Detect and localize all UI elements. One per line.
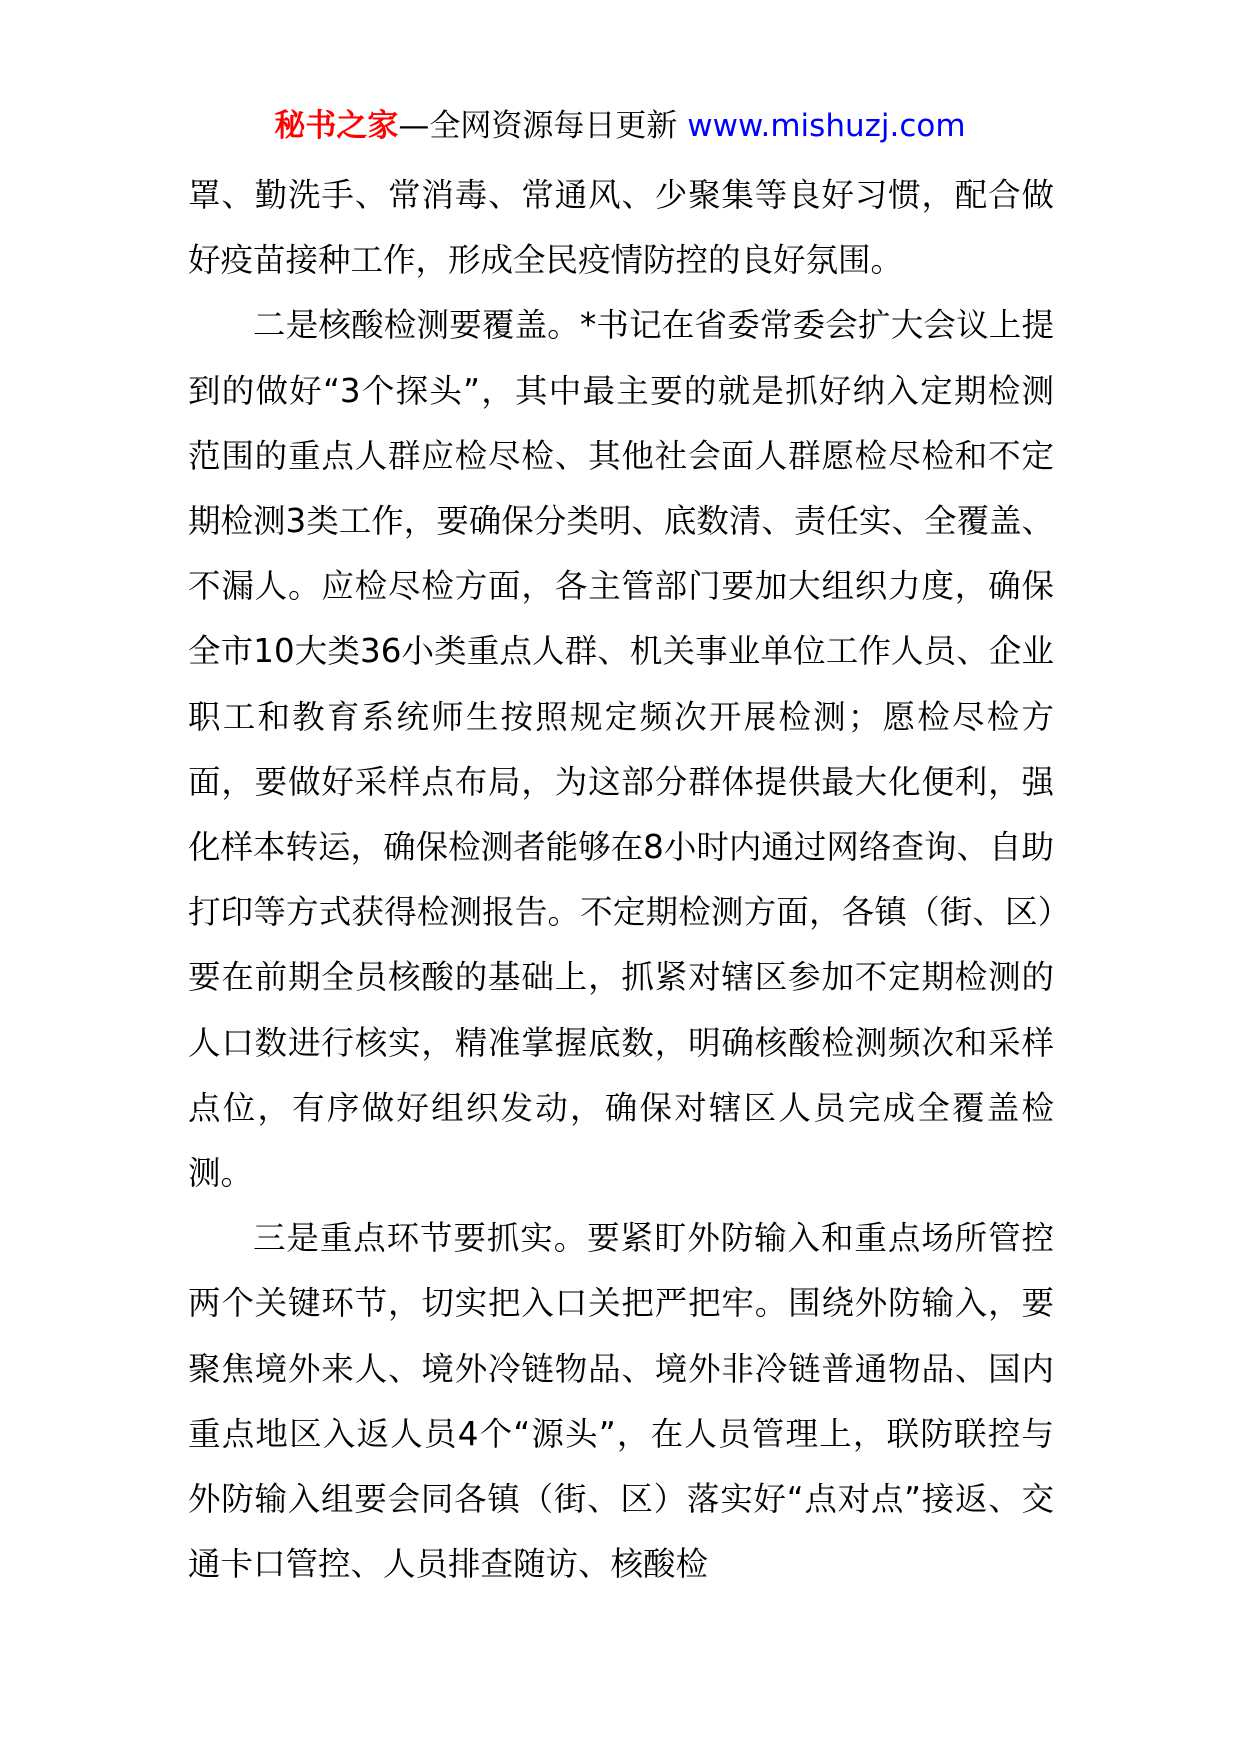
- site-header: [0, 104, 1240, 148]
- paragraph-continued: 罩、勤洗手、常消毒、常通风、少聚集等良好习惯，配合做好疫苗接种工作，形成全民疫情防控的良好氛围。: [188, 176, 1054, 280]
- site-url-link[interactable]: www.mishuzj.com: [687, 108, 966, 144]
- paragraph-key-links: 三是重点环节要抓实。要紧盯外防输入和重点场所管控两个关键环节，切实把入口关把严把牢。围绕外防输入，要聚焦境外来人、境外冷链物品、境外非冷链普通物品、国内重点地区入返人员4个“源头”，在人员管理上，联防联控与外防输入组要会同各镇（街、区）落实好“点对点”接返、交通卡口管控、人员排查随访、核酸检: [188, 1219, 1054, 1584]
- document-body: [188, 163, 1054, 1597]
- paragraph-nucleic-acid-testing: 二是核酸检测要覆盖。*书记在省委常委会扩大会议上提到的做好“3个探头”，其中最主要的就是抓好纳入定期检测范围的重点人群应检尽检、其他社会面人群愿检尽检和不定期检测3类工作，要确保分类明、底数清、责任实、全覆盖、不漏人。应检尽检方面，各主管部门要加大组织力度，确保全市10大类36小类重点人群、机关事业单位工作人员、企业职工和教育系统师生按照规定频次开展检测；愿检尽检方面，要做好采样点布局，为这部分群体提供最大化便利，强化样本转运，确保检测者能够在8小时内通过网络查询、自助打印等方式获得检测报告。不定期检测方面，各镇（街、区）要在前期全员核酸的基础上，抓紧对辖区参加不定期检测的人口数进行核实，精准掌握底数，明确核酸检测频次和采样点位，有序做好组织发动，确保对辖区人员完成全覆盖检测。: [188, 306, 1054, 1193]
- brand-name: 秘书之家: [274, 108, 399, 144]
- header-tagline: —全网资源每日更新: [398, 108, 678, 144]
